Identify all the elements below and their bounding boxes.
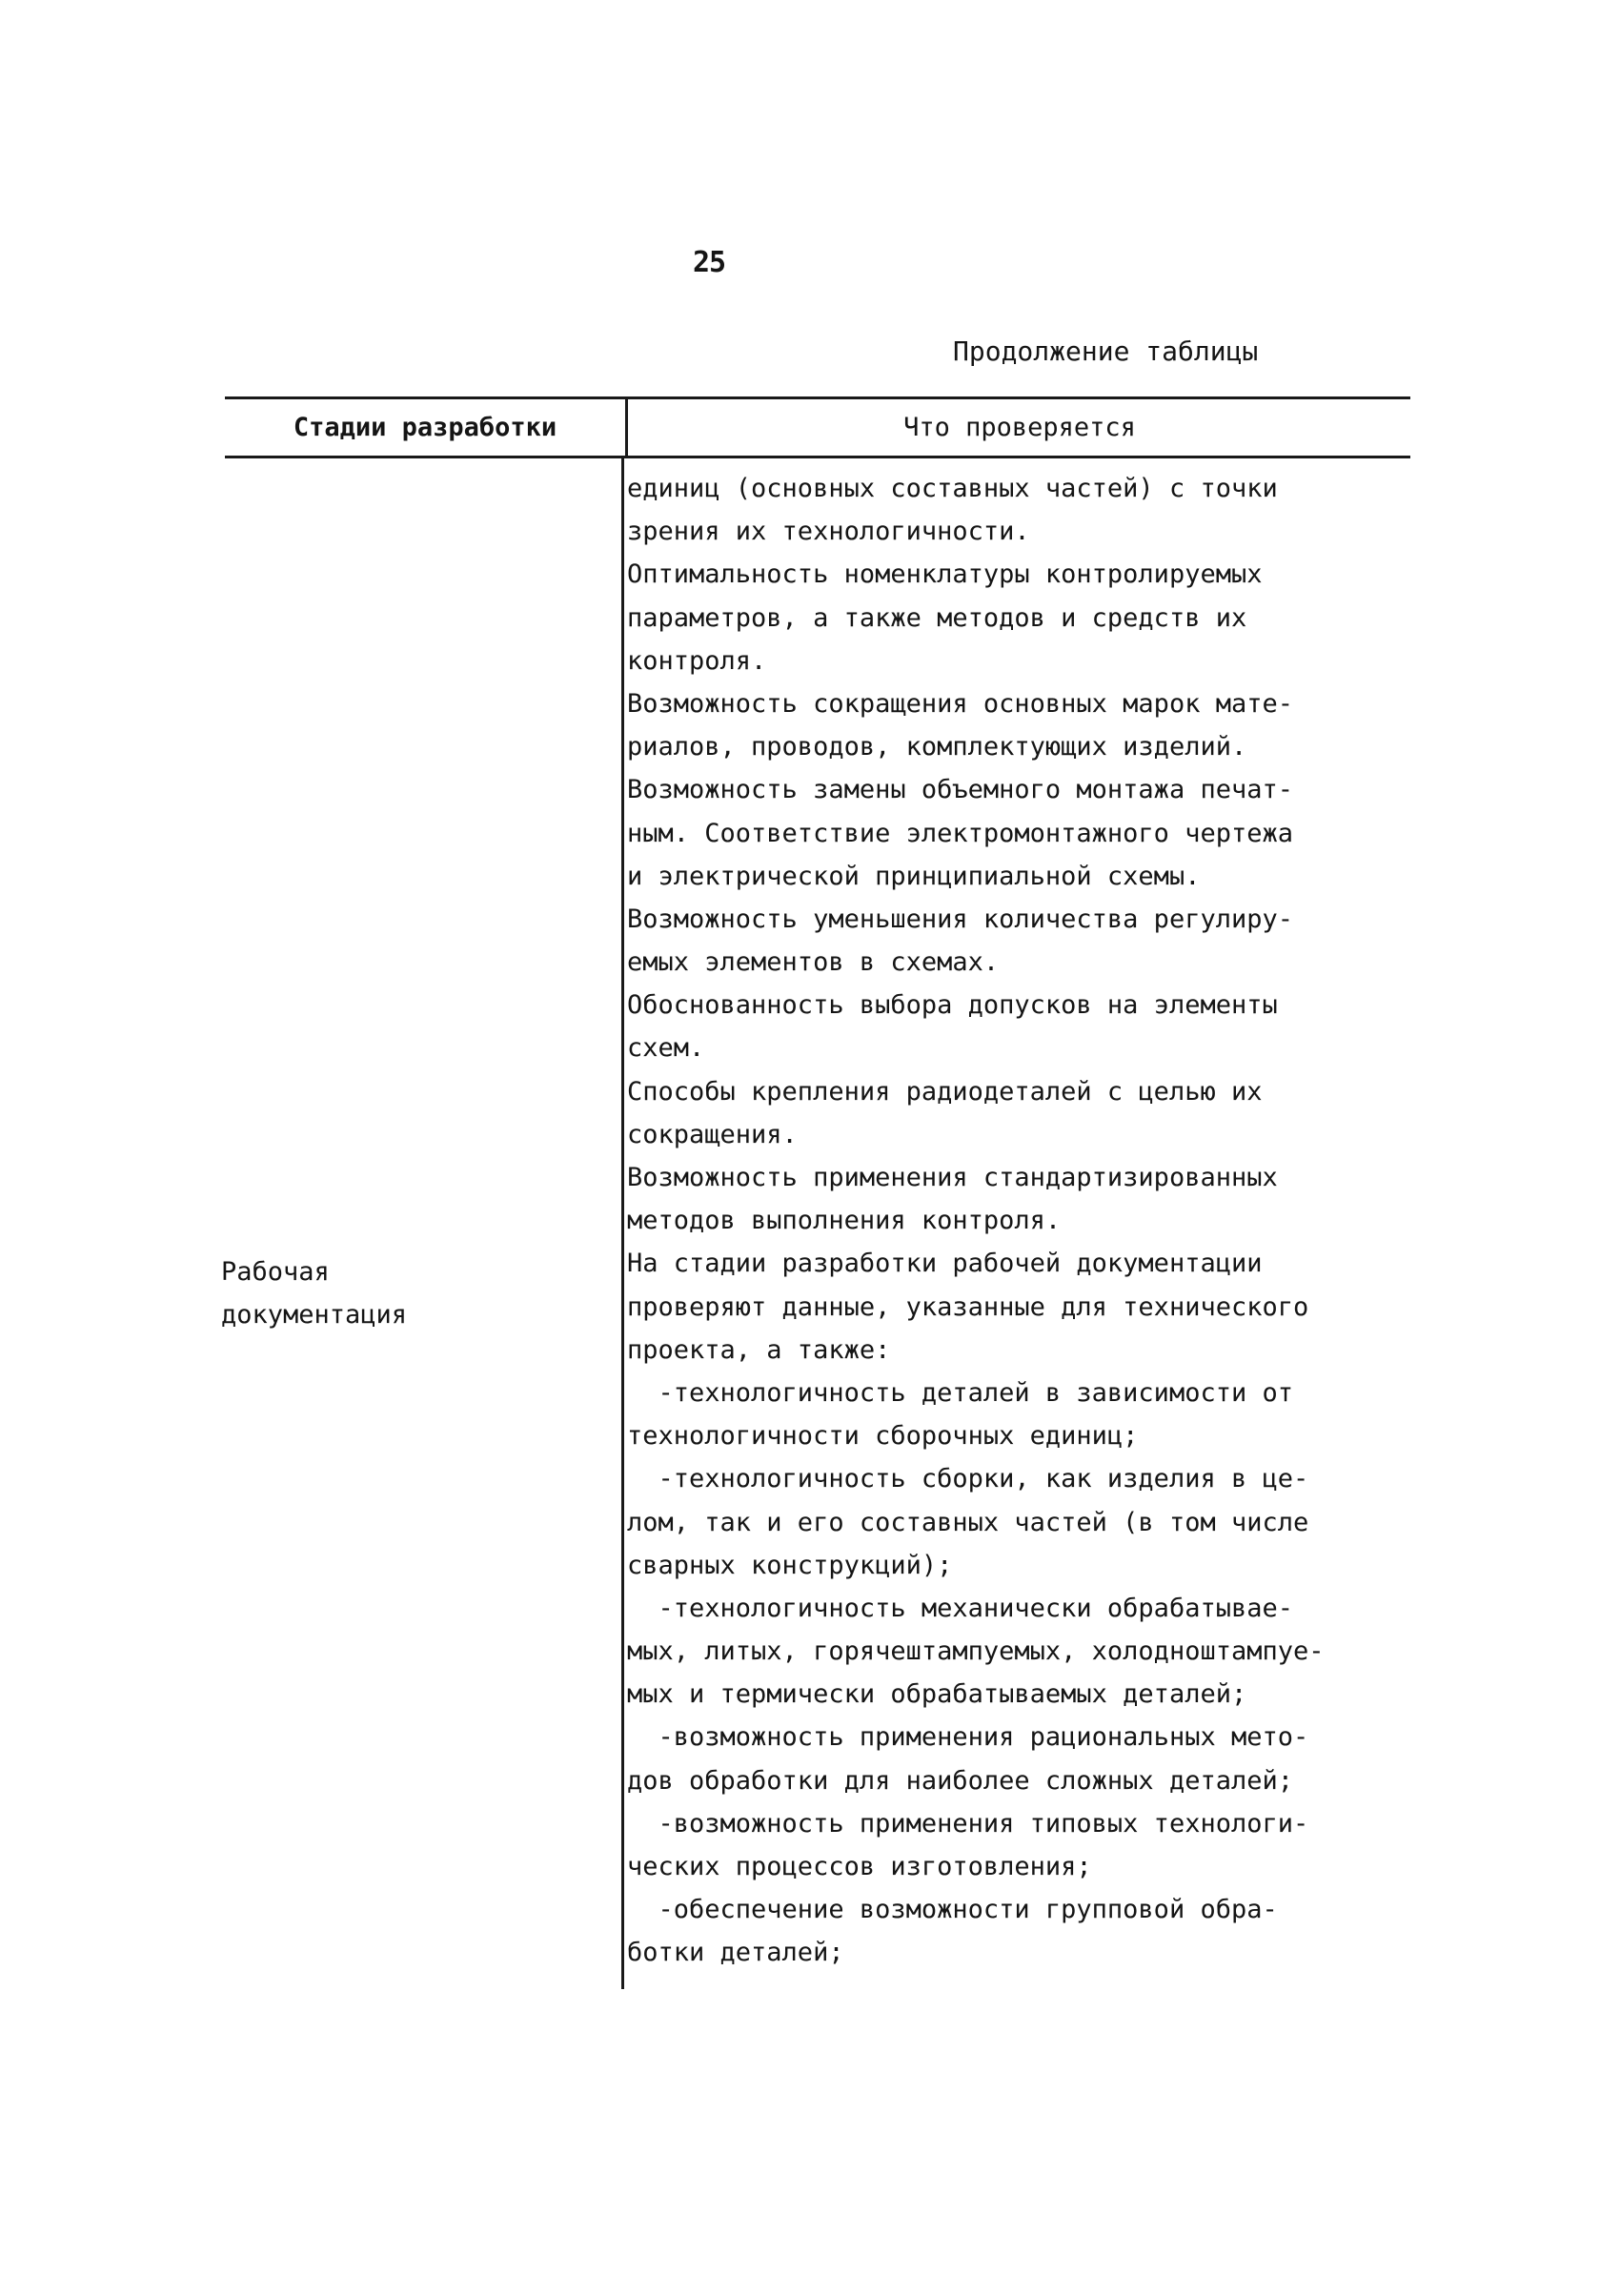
stage-label-line: Рабочая [221, 1257, 330, 1287]
table-continuation-caption: Продолжение таблицы [953, 335, 1259, 367]
text-line: -возможность применения типовых технологи- [627, 1808, 1309, 1839]
text-line: контроля. [627, 645, 767, 676]
text-line: методов выполнения контроля. [627, 1206, 1062, 1236]
stage-label-line: документация [221, 1300, 408, 1330]
text-line: риалов, проводов, комплектующих изделий. [627, 732, 1247, 762]
text-line: лом, так и его составных частей (в том числе [627, 1507, 1309, 1537]
text-line: Возможность применения стандартизированных [627, 1163, 1278, 1192]
text-line: емых элементов в схемах. [627, 947, 1000, 978]
text-line: Оптимальность номенклатуры контролируемых [627, 559, 1263, 590]
header-what-is-checked: Что проверяется [903, 413, 1136, 442]
table-column-divider-header [625, 398, 628, 457]
text-line: дов обработки для наиболее сложных деталей; [627, 1765, 1293, 1796]
page-number: 25 [693, 246, 726, 279]
text-line: сварных конструкций); [627, 1550, 953, 1580]
text-line: и электрической принципиальной схемы. [627, 861, 1201, 891]
text-line: -технологичность деталей в зависимости от [627, 1377, 1293, 1408]
text-line: На стадии разработки рабочей документации [627, 1249, 1263, 1279]
text-line: -возможность применения рациональных мето- [627, 1722, 1309, 1753]
text-line: мых и термически обрабатываемых деталей; [627, 1679, 1247, 1710]
text-line: схем. [627, 1033, 705, 1064]
text-line: Возможность замены объемного монтажа печат- [627, 775, 1293, 805]
text-line: Возможность сокращения основных марок мате- [627, 688, 1293, 719]
text-line: Возможность уменьшения количества регулиру- [627, 904, 1293, 934]
text-line: -технологичность сборки, как изделия в це- [627, 1464, 1309, 1494]
text-line: мых, литых, горячештампуемых, холодноштампуе- [627, 1636, 1325, 1667]
table-header-divider [225, 456, 1410, 458]
text-line: ным. Соответствие электромонтажного чертежа [627, 818, 1293, 848]
text-line: зрения их технологичности. [627, 517, 1030, 547]
text-line: сокращения. [627, 1119, 798, 1149]
text-line: -технологичность механически обрабатывае- [627, 1593, 1293, 1623]
text-line: ческих процессов изготовления; [627, 1852, 1092, 1881]
text-line: единиц (основных составных частей) с точки [627, 474, 1278, 503]
text-line: -обеспечение возможности групповой обра- [627, 1895, 1278, 1925]
table-top-border [225, 396, 1410, 399]
stage-cell-working-documentation [221, 1250, 602, 1336]
text-line: технологичности сборочных единиц; [627, 1421, 1139, 1452]
text-line: ботки деталей; [627, 1938, 844, 1968]
text-line: Обоснованность выбора допусков на элементы [627, 990, 1278, 1021]
header-stages: Стадии разработки [293, 413, 557, 442]
text-line: параметров, а также методов и средств их [627, 602, 1247, 633]
table-column-divider [621, 457, 624, 1989]
text-line: проверяют данные, указанные для технического [627, 1291, 1309, 1322]
checked-items-column [627, 467, 1408, 1975]
text-line: проекта, а также: [627, 1334, 891, 1365]
text-line: Способы крепления радиодеталей с целью их [627, 1076, 1263, 1107]
